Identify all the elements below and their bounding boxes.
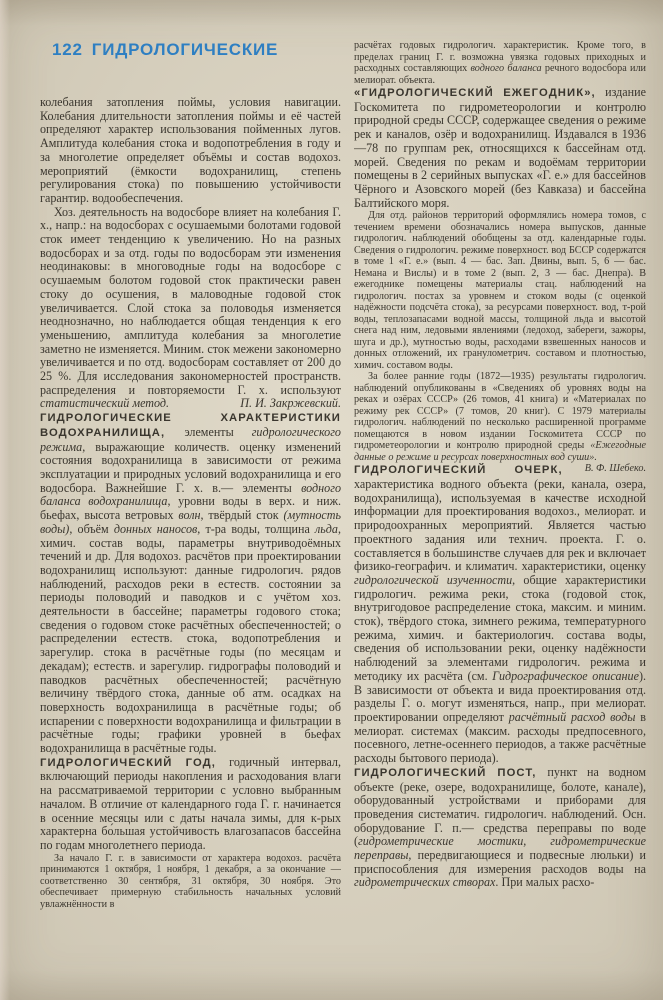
article-paragraph (354, 766, 646, 890)
article-paragraph (40, 853, 341, 911)
text-run: расчётах годовых гидрологич. характеристик. Кроме того, в пределах границ Г. г. возможна увязка годовых приходных и расходных составляющих (354, 40, 646, 74)
italic-term: донных наносов (113, 521, 198, 536)
italic-term: льда (315, 521, 338, 536)
text-run: Хоз. деятельность на водосборе влияет на колебания Г. х., напр.: на водосборах с осушаемыми болотами годовой сток имеет тенденцию к увеличению. Но на разных водосборах и за отд. годы по водосборам эти изменения неодинаковы: в многоводные годы на водосборе с осушаемым болотом годовой сток практически равен стоку до осушения, в маловодные годовой сток увеличивается. Слой стока за половодья изменяется неоднозначно, но наблюдается общая тенденция к его уменьшению, амплитуда колебания за многолетие заметно не изменяется. Миним. сток межени закономерно увеличивается и по отд. водосборам составляет от 200 до 25 %. Для исследования закономерностей пространств. распределения и повторяемости Г. х. используют (40, 204, 341, 397)
italic-term: гидрометрических створах (354, 875, 496, 890)
italic-term: «Ежегодные данные о режиме и ресурсах поверхностных вод суши». (354, 440, 646, 463)
author-signature: В. Ф. Шебеко. (584, 463, 646, 475)
text-run: пункт на водном объекте (реке, озере, водохранилище, болоте, канале), оборудованный устройствами и приборами для проведения систематич. гидрологич. наблюдений. Осн. оборудование Г. п.— средства переправы по воде ( (354, 764, 646, 849)
text-run: годичный интервал, включающий периоды накопления и расходования влаги на рассматриваемой территории с условно выбранным началом. В отличие от календарного года Г. г. начинается в осенние месяцы или с даты начала зимы, для к-рых характерна бо́льшая устойчивость влагозапасов бассейна по годам многолетнего периода. (40, 754, 341, 852)
italic-term: статистический метод. (40, 396, 170, 411)
headword: ГИДРОЛОГИЧЕСКИЙ ОЧЕРК, (354, 464, 563, 477)
running-title: ГИДРОЛОГИЧЕСКИЕ (91, 40, 279, 59)
article-paragraph (354, 40, 646, 86)
text-run: речного водосбора или мелиорат. объекта. (354, 63, 646, 86)
italic-term: волн (178, 508, 201, 523)
text-run: колебания затопления поймы, условия навигации. Колебания длительности затопления поймы и её частей определяют характер использования пойменных лугов. Амплитуда колебания стока и водопотребления в году и за многолетие определяет объёмы и состав водохоз. мероприятий (ёмкости водохранилищ, степень регулирования стока) по повышению устойчивости гарантир. водообеспечения. (40, 96, 341, 205)
right-column (354, 40, 646, 932)
italic-term: гидрометрические мостики, гидрометрические переправы, (354, 834, 646, 863)
text-run: ). В зависимости от объекта и вида проектирования отд. разделы Г. о. могут изменяться, напр., при мелиорат. проектировании определяют (354, 668, 646, 724)
italic-term: гидрологической изученности (354, 572, 513, 587)
text-run: . При малых расхо- (495, 875, 595, 890)
author-signature: П. И. Закржевский. (240, 396, 341, 411)
article-paragraph (354, 210, 646, 371)
headword: ГИДРОЛОГИЧЕСКИЙ ГОД, (40, 756, 230, 769)
article-paragraph (40, 411, 341, 756)
italic-term: (мутность воды) (40, 508, 341, 536)
text-run: , химич. состав воды, параметры внутриводоёмных течений и др. Для водохоз. расчётов при проектировании водохранилищ используют: данные гидрологич. рядов наблюдений, расходов реки в естеств. состоянии за периоды половодий и паводков и с учётом хоз. деятельности в бассейне; параметры годового стока; сведения о годовом стоке расчётных обеспеченностей; о распределении естеств. стока, водопотребления и зарегулир. стока в расчётные годы (по месяцам и декадам); естеств. и зарегулир. гидрографы половодий и паводков расчётных обеспеченностей; расчётную величину твёрдого стока, данные об атм. осадках на поверхность водохранилища в расчётные годы; об испарении с поверхности водохранилища и фильтрации в расчётные годы; графики уровней в бьефах водохранилища в расчётные годы. (40, 521, 341, 756)
article-paragraph (40, 206, 341, 412)
text-run: , т-ра воды, толщина (197, 521, 316, 536)
text-run: За более ранние годы (1872—1935) результаты гидрологич. наблюдений опубликованы в «Сведениях об уровнях воды на реках и озёрах СССР» (26 томов, 41 книга) и «Материалах по режиму рек СССР» (7 томов, 20 книг). С 1979 материалы гидрологич. наблюдений по несколько расширенной программе помещаются в новом издании Госкомитета СССР по гидрометеорологии и контролю природной среды (354, 371, 646, 452)
text-run: Для отд. районов территорий оформлялись номера томов, с течением времени обозначались номера выпусков, данные гидрологич. наблюдений обобщены за отд. календарные годы. Сведения о гидрологич. режиме поверхност. вод БССР содержатся в томе 1 «Г. е.» (вып. 4 — бас. Зап. Двины, вып. 5, 6 — бас. Немана и Вислы) и в томе 2 (вып. 2, 3 — бас. Днепра). В ежегоднике помещены материалы стац. наблюдений на гидрологич. постах за уровнем и стоком воды (с оценкой надёжности подсчёта стока), за ресурсами поверхност. вод, т-рой воды, теплозапасами водной массы, толщиной льда и высотой снега над ним, ледовыми явлениями (ледоход, забереги, зажоры, шуга и др.), мутностью воды, расходами взвешенных наносов и донных отложений, их гранулометрич. составом и плотностью, химич. составом воды. (354, 210, 646, 371)
article-paragraph (354, 86, 646, 210)
text-run: издание Госкомитета по гидрометеорологии и контролю природной среды СССР, содержащее сведения о режиме рек и каналов, озёр и водохранилищ. Издавался в 1936—78 по группам рек, относящихся к бассейнам отд. морей. Сведения по рекам и водоёмам территории помещены в 2 серийных выпусках «Г. е.» для бассейнов Чёрного и Азовского морей (без Кавказа) и бассейна Балтийского моря. (354, 85, 646, 210)
page-header (52, 40, 278, 60)
text-run: характеристика водного объекта (реки, канала, озера, водохранилища), используемая в качестве исходной информации для проектирования водохоз., мелиорат. и природоохранных мероприятий. Является частью проектного задания или технич. проекта. Г. о. составляется в большинстве случаев для рек и включает физико-географич. и климатич. характеристики, оценку (354, 477, 646, 574)
headword: ГИДРОЛОГИЧЕСКИЙ ПОСТ, (354, 766, 548, 779)
headword: «ГИДРОЛОГИЧЕСКИЙ ЕЖЕГОДНИК», (354, 87, 606, 99)
italic-term: расчётный расход воды (508, 709, 636, 724)
text-run: в мелиорат. системах (максим. расходы предпосевного, посевного, летне-осеннего периодов, а также расчётные расходы бытового периода). (354, 709, 646, 766)
article-paragraph (40, 756, 341, 853)
article-paragraph (40, 96, 341, 206)
text-run: , уровни воды в верх. и ниж. бьефах, высота ветровых (40, 494, 341, 523)
text-run: За начало Г. г. в зависимости от характера водохоз. расчёта принимаются 1 октября, 1 ноября, 1 декабря, а за окончание — соответственно 30 сентября, 31 октября, 30 ноября. Это обеспечивает примерную стабильность начальных условий увлажнённости в (40, 852, 341, 910)
italic-term: водного баланса водохранилища (40, 480, 341, 509)
left-column (40, 96, 341, 930)
italic-term: водного баланса (470, 63, 542, 74)
text-run: , твёрдый сток (200, 508, 284, 523)
italic-term: гидрологического режима (40, 424, 341, 454)
text-run: , общие характеристики гидрологич. режима реки, стока (годовой сток, внутригодовое распределение стока, максим. и миним. сток), твёрдого стока, зимнего режима, температурного режима, химич. и бактериологич. состава воды, сведения об использовании реки, оценку надёжности наблюдений за элементами гидрологич. режима и методику их расчёта (см. (354, 572, 646, 683)
text-run: передвигающиеся и подвесные люльки) и приспособления для измерения расходов воды на (354, 848, 646, 876)
headword: ГИДРОЛОГИЧЕСКИЕ ХАРАКТЕРИСТИКИ ВОДОХРАНИЛИЩА, (40, 412, 341, 439)
italic-term: Гидрографическое описание (492, 668, 639, 683)
text-run: , объём (69, 521, 114, 536)
page-number: 122 (52, 40, 83, 59)
article-paragraph (354, 463, 646, 765)
text-run: элементы (184, 424, 252, 439)
text-run: , выражающие количеств. оценку изменений состояния водохранилища в зависимости от режима эксплуатации и природных условий водохранилища и его водосбора. Важнейшие Г. х. в.— элементы (40, 439, 341, 495)
